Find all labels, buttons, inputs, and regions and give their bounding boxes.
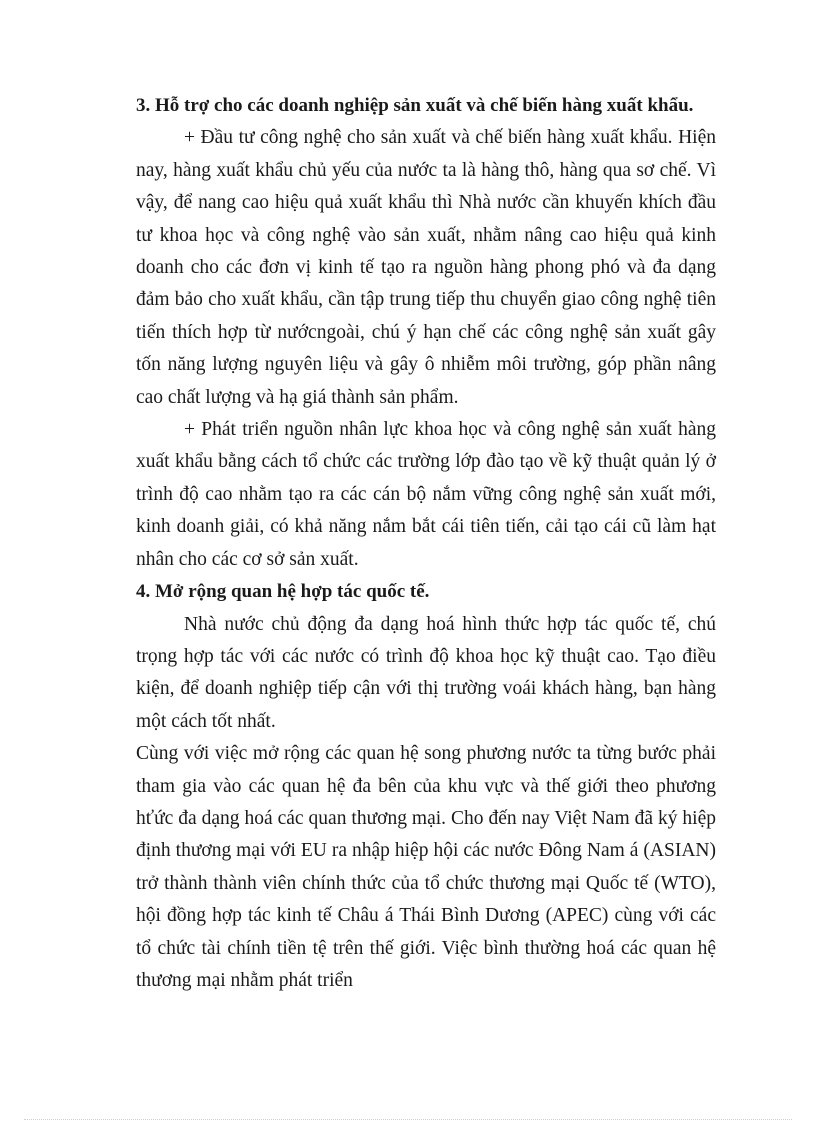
section-3-heading: 3. Hỗ trợ cho các doanh nghiệp sản xuất và chế biến hàng xuất khẩu.: [136, 95, 694, 116]
section-3-paragraph-2: + Phát triển nguồn nhân lực khoa học và công nghệ sản xuất hàng xuất khẩu bằng cách tổ chức các trường lớp đào tạo về kỹ thuật quản lý ở trình độ cao nhằm tạo ra các cán bộ nắm vững công nghệ sản xuất mới, kinh doanh giải, có khả năng nắm bắt cái tiên tiến, cải tạo cái cũ làm hạt nhân cho các cơ sở sản xuất.: [136, 419, 716, 570]
section-4-heading: 4. Mở rộng quan hệ hợp tác quốc tế.: [136, 581, 430, 603]
section-4-paragraph-1: Nhà nước chủ động đa dạng hoá hình thức hợp tác quốc tế, chú trọng hợp tác với các nước có trình độ khoa học kỹ thuật cao. Tạo điều kiện, để doanh nghiệp tiếp cận với thị trường voái khách hàng, bạn hàng một cách tốt nhất.: [136, 613, 716, 732]
document-body: [136, 90, 716, 997]
section-4-paragraph-2: Cùng với việc mở rộng các quan hệ song phương nước ta từng bước phải tham gia vào các quan hệ đa bên của khu vực và thế giới theo phương hťức đa dạng hoá các quan thương mại. Cho đến nay Việt Nam đã ký hiệp định thương mại với EU ra nhập hiệp hội các nước Đông Nam á (ASIAN) trở thành thành viên chính thức của tổ chức thương mại Quốc tế (WTO), hội đồng hợp tác kinh tế Châu á Thái Bình Dương (APEC) cùng với các tổ chức tài chính tiền tệ trên thế giới. Việc bình thường hoá các quan hệ thương mại nhằm phát triển: [136, 743, 716, 991]
page-bottom-divider: [24, 1119, 792, 1120]
section-3-paragraph-1: + Đầu tư công nghệ cho sản xuất và chế biến hàng xuất khẩu. Hiện nay, hàng xuất khẩu chủ yếu của nước ta là hàng thô, hàng qua sơ chế. Vì vậy, để nang cao hiệu quả xuất khẩu thì Nhà nước cần khuyến khích đầu tư khoa học và công nghệ vào sản xuất, nhằm nâng cao hiệu quả kinh doanh cho các đơn vị kinh tế tạo ra nguồn hàng phong phó và đa dạng đảm bảo cho xuất khẩu, cần tập trung tiếp thu chuyển giao công nghệ tiên tiến thích hợp từ nướcngoài, chú ý hạn chế các công nghệ sản xuất gây tốn năng lượng nguyên liệu và gây ô nhiễm môi trường, góp phần nâng cao chất lượng và hạ giá thành sản phẩm.: [136, 127, 716, 408]
